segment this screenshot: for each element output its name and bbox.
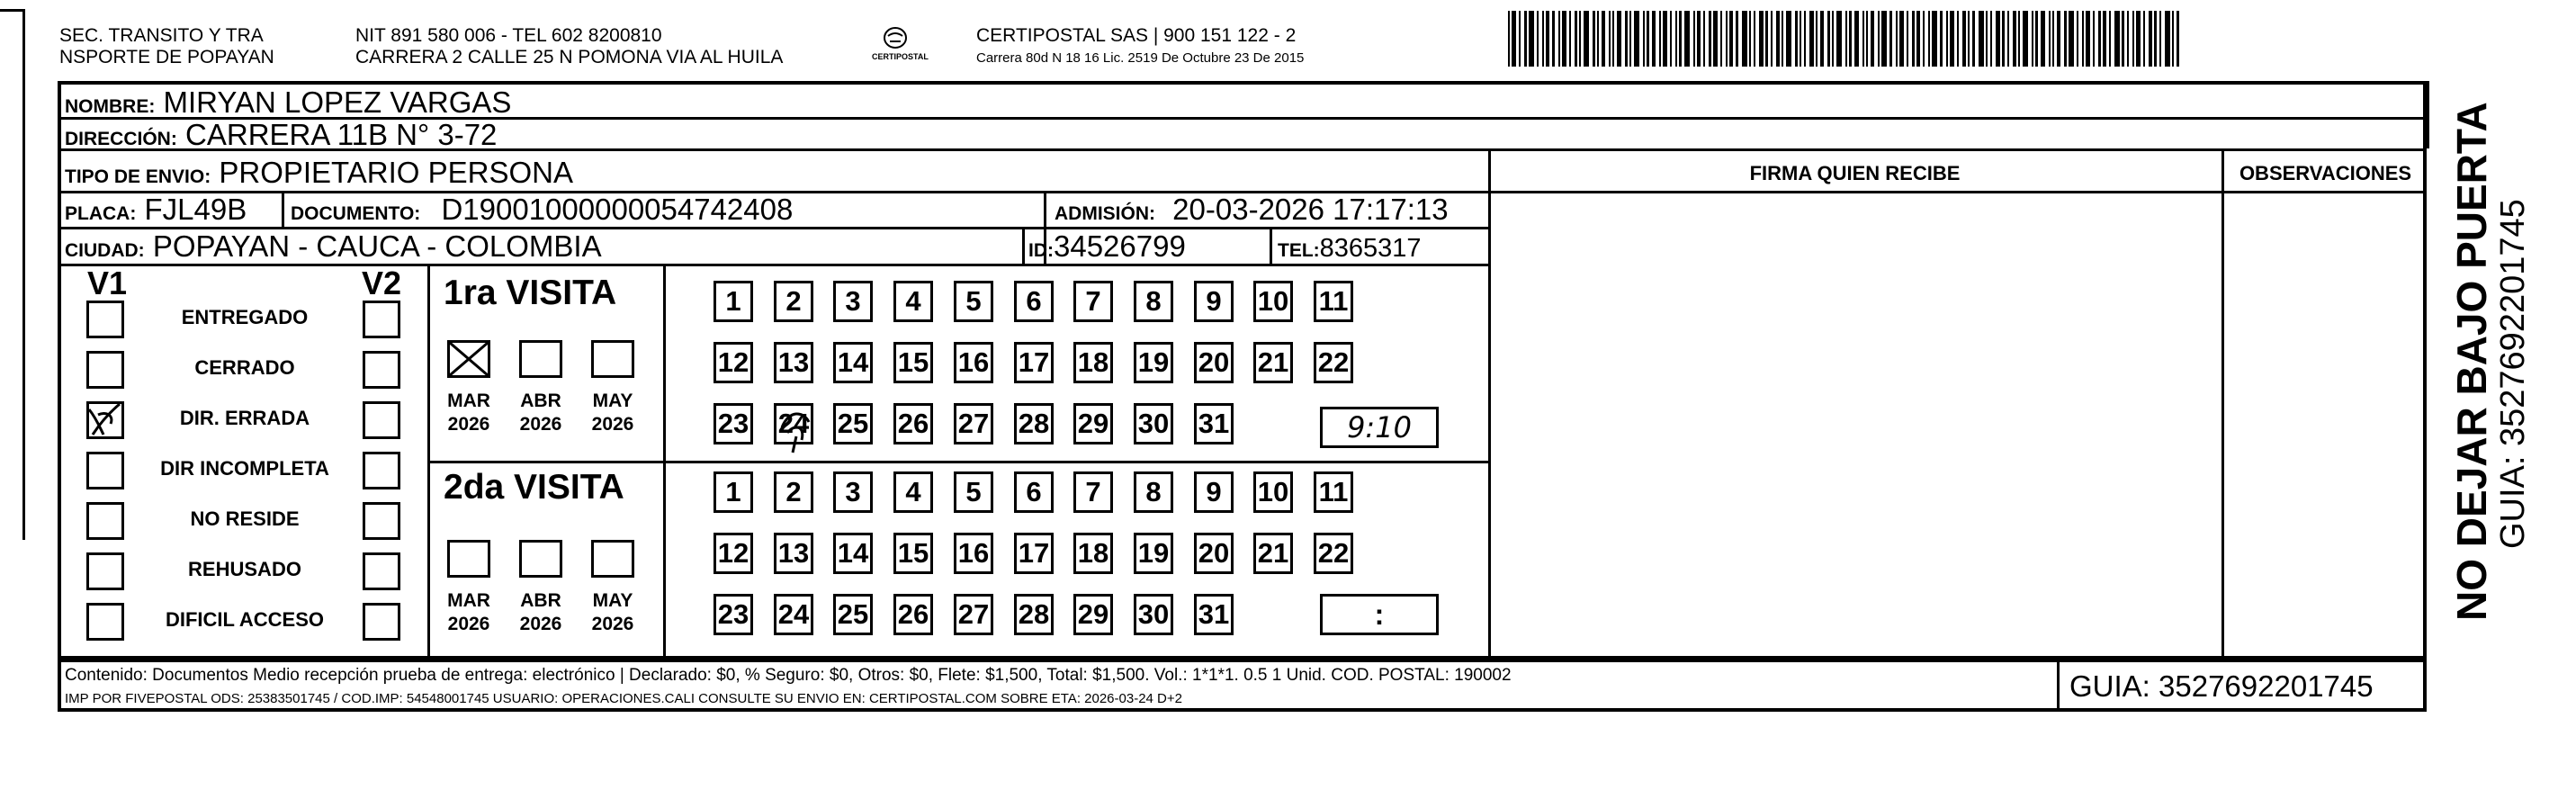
barcode-bar [1634, 11, 1639, 67]
city-value: POPAYAN - CAUCA - COLOMBIA [152, 229, 602, 263]
footer-box [58, 656, 2427, 712]
barcode-bar [1512, 11, 1516, 67]
barcode-bar [1754, 11, 1755, 67]
day-box: 28 [1014, 403, 1054, 444]
day-box: 1 [714, 281, 753, 322]
month-label: MAR [447, 391, 490, 411]
sender-line-2: NSPORTE DE POPAYAN [59, 47, 274, 67]
day-box: 20 [1194, 533, 1234, 574]
day-box: 10 [1253, 281, 1293, 322]
month-checkbox [591, 340, 634, 378]
barcode-bar [2114, 11, 2120, 67]
v1-checkbox [86, 603, 124, 641]
year-label: 2026 [591, 414, 634, 435]
v2-checkbox [363, 401, 400, 439]
checkmark-icon [84, 397, 127, 440]
year-label: 2026 [447, 414, 490, 435]
barcode-bar [1950, 11, 1954, 67]
v2-checkbox [363, 351, 400, 389]
barcode-bar [1713, 11, 1718, 67]
admission-field [1055, 193, 1449, 230]
barcode-bar [1932, 11, 1937, 67]
barcode-bar [1508, 11, 1510, 67]
barcode-bar [1675, 11, 1677, 67]
v1-checkbox [86, 502, 124, 540]
side-warning: NO DEJAR BAJO PUERTA [2448, 102, 2495, 621]
tel-field [1278, 232, 1422, 267]
year-label: 2026 [519, 414, 562, 435]
v1-checkbox [86, 552, 124, 590]
month-checkbox [519, 540, 562, 578]
month-label: MAY [592, 391, 633, 411]
col-line [2427, 81, 2429, 148]
day-box: 22 [1314, 342, 1353, 383]
barcode-bar [1854, 11, 1859, 67]
v2-label: V2 [362, 265, 402, 301]
day-box: 19 [1134, 533, 1173, 574]
barcode-bar [1836, 11, 1842, 67]
visit2-title: 2da VISITA [444, 468, 624, 507]
barcode-bar [2132, 11, 2134, 67]
barcode-bar [1871, 11, 1874, 67]
col-line [282, 191, 284, 227]
barcode-bar [1709, 11, 1711, 67]
barcode-bar [2082, 11, 2084, 67]
day-box: 20 [1194, 342, 1234, 383]
day-box: 21 [1253, 342, 1293, 383]
barcode-bar [2143, 11, 2145, 67]
v1-checkbox [86, 452, 124, 489]
barcode-bar [1771, 11, 1773, 67]
barcode-bar [1979, 11, 1984, 67]
day-box: 6 [1014, 471, 1054, 513]
day-box: 30 [1134, 403, 1173, 444]
month-label: ABR [520, 590, 561, 611]
day-box: 19 [1134, 342, 1173, 383]
col-line [1488, 148, 1491, 658]
day-box: 2 [774, 281, 813, 322]
day-box: 15 [893, 342, 933, 383]
barcode-bar [1720, 11, 1722, 67]
barcode-bar [1759, 11, 1764, 67]
barcode-bar [1986, 11, 1988, 67]
barcode-bar [1558, 11, 1560, 67]
address-label: DIRECCIÓN: [65, 129, 177, 149]
barcode-bar [1663, 11, 1667, 67]
day-box: 3 [833, 281, 873, 322]
barcode-bar [1940, 11, 1943, 67]
barcode-bar [1899, 11, 1904, 67]
barcode-bar [1519, 11, 1521, 67]
day-box: 1 [714, 471, 753, 513]
day-box: 31 [1194, 403, 1234, 444]
barcode-bar [2064, 11, 2067, 67]
barcode-bar [1524, 11, 1527, 67]
barcode-bar [1612, 11, 1614, 67]
margin-tick [0, 9, 23, 12]
document-label: DOCUMENTO: [291, 203, 421, 224]
day-box: 27 [954, 594, 993, 635]
recipient-address: CARRERA 11B N° 3-72 [185, 118, 498, 151]
barcode-bar [1800, 11, 1801, 67]
document-value: D19001000000054742408 [441, 193, 794, 226]
col-line [427, 264, 430, 657]
day-box: 30 [1134, 594, 1173, 635]
month-label: MAR [447, 590, 490, 611]
v1-checkbox [86, 351, 124, 389]
logo-text: CERTIPOSTAL [872, 52, 929, 61]
barcode-bar [1862, 11, 1864, 67]
barcode-bar [2093, 11, 2095, 67]
barcode-bar [1849, 11, 1852, 67]
row-line [427, 461, 1488, 463]
barcode-bar [2165, 11, 2170, 67]
reason-label: CERRADO [194, 356, 295, 379]
day-box: 17 [1014, 342, 1054, 383]
barcode-bar [2002, 11, 2005, 67]
barcode-bar [1928, 11, 1930, 67]
reason-label: DIFICIL ACCESO [165, 608, 324, 631]
month-label: MAY [592, 590, 633, 611]
barcode-bar [1896, 11, 1898, 67]
day-box: 28 [1014, 594, 1054, 635]
barcode-bar [1609, 11, 1611, 67]
col-line [2221, 148, 2224, 658]
barcode-bar [1776, 11, 1780, 67]
col-line [1270, 227, 1272, 264]
day-box: 14 [833, 342, 873, 383]
barcode-bar [1629, 11, 1631, 67]
day-box: 13 [774, 342, 813, 383]
barcode-bar [1749, 11, 1751, 67]
day-box: 8 [1134, 471, 1173, 513]
barcode-bar [1809, 11, 1814, 67]
sender-block [59, 25, 274, 68]
day-box: 25 [833, 594, 873, 635]
barcode-bar [1684, 11, 1690, 67]
barcode-bar [1652, 11, 1656, 67]
barcode-bar [2013, 11, 2016, 67]
sender-address: CARRERA 2 CALLE 25 N POMONA VIA AL HUILA [355, 47, 784, 67]
barcode-bar [1575, 11, 1577, 67]
day-box: 16 [954, 533, 993, 574]
day-box: 17 [1014, 533, 1054, 574]
reason-label: ENTREGADO [181, 306, 309, 328]
barcode-bar [2057, 11, 2060, 67]
company-line: CERTIPOSTAL SAS | 900 151 122 - 2 [976, 25, 1297, 46]
day-box: 22 [1314, 533, 1353, 574]
margin-line [22, 9, 25, 540]
year-label: 2026 [447, 614, 490, 634]
barcode-bar [2098, 11, 2101, 67]
day-box: 16 [954, 342, 993, 383]
barcode-bar [1562, 11, 1566, 67]
v2-checkbox [363, 452, 400, 489]
day-box: 8 [1134, 281, 1173, 322]
day-box: 14 [833, 533, 873, 574]
barcode-bar [1889, 11, 1892, 67]
barcode-bar [1962, 11, 1966, 67]
month-checkbox [447, 540, 490, 578]
day-box: 25 [833, 403, 873, 444]
barcode-bar [1907, 11, 1908, 67]
day-box: 5 [954, 281, 993, 322]
col-line [663, 264, 666, 657]
barcode-bar [1742, 11, 1747, 67]
barcode-bar [1786, 11, 1791, 67]
v2-checkbox [363, 301, 400, 338]
year-label: 2026 [591, 614, 634, 634]
barcode [1508, 11, 2248, 67]
day-box: 4 [893, 471, 933, 513]
plate-value: FJL49B [144, 193, 247, 226]
day-box: 4 [893, 281, 933, 322]
v1-label: V1 [87, 265, 128, 301]
day-box: 26 [893, 594, 933, 635]
barcode-bar [2032, 11, 2033, 67]
document-field [291, 193, 793, 230]
barcode-bar [2154, 11, 2157, 67]
day-box: 31 [1194, 594, 1234, 635]
barcode-bar [2103, 11, 2106, 67]
footer-guide: GUIA: 3527692201745 [2069, 669, 2374, 703]
day-box: 3 [833, 471, 873, 513]
barcode-bar [2052, 11, 2054, 67]
sender-contact [355, 25, 783, 68]
month-checkbox [591, 540, 634, 578]
barcode-bar [1845, 11, 1847, 67]
barcode-bar [2049, 11, 2051, 67]
barcode-bar [1881, 11, 1887, 67]
day-box: 18 [1073, 533, 1113, 574]
v1-checkbox [86, 401, 124, 439]
barcode-bar [2018, 11, 2020, 67]
day-box: 26 [893, 403, 933, 444]
barcode-bar [1593, 11, 1595, 67]
barcode-bar [2149, 11, 2152, 67]
observations-header: OBSERVACIONES [2239, 162, 2412, 184]
id-value: 34526799 [1054, 229, 1186, 263]
barcode-bar [1816, 11, 1818, 67]
barcode-bar [1729, 11, 1733, 67]
barcode-bar [2109, 11, 2111, 67]
tel-label: TEL: [1278, 240, 1320, 261]
barcode-bar [2122, 11, 2124, 67]
barcode-bar [1878, 11, 1880, 67]
reason-label: DIR. ERRADA [179, 407, 310, 429]
barcode-bar [1972, 11, 1975, 67]
admission-label: ADMISIÓN: [1055, 203, 1155, 224]
barcode-bar [1957, 11, 1959, 67]
sender-line-1: SEC. TRANSITO Y TRA [59, 25, 264, 46]
barcode-bar [1679, 11, 1682, 67]
barcode-bar [2007, 11, 2009, 67]
month-label: ABR [520, 391, 561, 411]
id-field [1028, 230, 1186, 267]
barcode-bar [1804, 11, 1806, 67]
reason-label: NO RESIDE [190, 507, 300, 530]
month-checkbox [519, 340, 562, 378]
visit1-title: 1ra VISITA [444, 274, 617, 312]
v2-checkbox [363, 552, 400, 590]
barcode-bar [1617, 11, 1621, 67]
day-box: 9 [1194, 471, 1234, 513]
barcode-bar [1703, 11, 1705, 67]
day-box: 23 [714, 403, 753, 444]
day-box: 21 [1253, 533, 1293, 574]
barcode-bar [2069, 11, 2074, 67]
day-box: 11 [1314, 281, 1353, 322]
barcode-bar [1579, 11, 1581, 67]
imp-line: IMP POR FIVEPOSTAL ODS: 25383501745 / COD.IMP: 54548001745 USUARIO: OPERACIONES.CALI CONSULTE SU ENVIO EN: CERTIPOSTAL.COM SOBRE ETA: 2026-03-24 D+2 [65, 691, 1182, 706]
day-box: 5 [954, 471, 993, 513]
barcode-bar [1569, 11, 1571, 67]
barcode-bar [1736, 11, 1738, 67]
v2-checkbox [363, 603, 400, 641]
day-box: 7 [1073, 281, 1113, 322]
barcode-bar [2127, 11, 2129, 67]
type-field [65, 157, 573, 193]
year-label: 2026 [519, 614, 562, 634]
barcode-bar [1912, 11, 1915, 67]
barcode-bar [1537, 11, 1539, 67]
barcode-bar [1542, 11, 1544, 67]
day-box: 10 [1253, 471, 1293, 513]
barcode-bar [1693, 11, 1695, 67]
shipment-type: PROPIETARIO PERSONA [219, 156, 573, 189]
barcode-bar [1782, 11, 1783, 67]
barcode-bar [1602, 11, 1605, 67]
barcode-bar [1546, 11, 1549, 67]
admission-value: 20-03-2026 17:17:13 [1172, 193, 1449, 226]
day-box: 12 [714, 342, 753, 383]
barcode-bar [1795, 11, 1798, 67]
day-box: 9 [1194, 281, 1234, 322]
barcode-bar [2041, 11, 2045, 67]
contents-line: Contenido: Documentos Medio recepción prueba de entrega: electrónico | Declarado: $0, % Seguro: $0, Otros: $0, Flete: $1,500, Total: $1,500. Vol.: 1*1*1. 0.5 1 Unid. COD. POSTAL: 190002 [65, 666, 1512, 685]
month-checkbox [447, 340, 490, 378]
barcode-bar [1765, 11, 1768, 67]
name-label: NOMBRE: [65, 96, 156, 117]
barcode-bar [1529, 11, 1534, 67]
barcode-bar [2172, 11, 2174, 67]
company-address: Carrera 80d N 18 16 Lic. 2519 De Octubre 23 De 2015 [976, 50, 1305, 66]
barcode-bar [1647, 11, 1649, 67]
day-box: 12 [714, 533, 753, 574]
v1-checkbox [86, 301, 124, 338]
barcode-bar [1820, 11, 1824, 67]
visit1-time: 9:10 [1320, 407, 1439, 448]
x-mark-icon [447, 340, 490, 378]
id-label: ID: [1028, 240, 1054, 261]
address-field [65, 119, 497, 156]
reason-label: DIR INCOMPLETA [160, 457, 329, 480]
certipostal-logo [859, 22, 931, 67]
signature-header: FIRMA QUIEN RECIBE [1749, 162, 1961, 184]
barcode-bar [1584, 11, 1589, 67]
day-box: 23 [714, 594, 753, 635]
barcode-bar [1625, 11, 1628, 67]
day-box: 11 [1314, 471, 1353, 513]
type-label: TIPO DE ENVIO: [65, 166, 211, 187]
barcode-bar [1827, 11, 1830, 67]
day-box: 18 [1073, 342, 1113, 383]
barcode-bar [1968, 11, 1970, 67]
recipient-name: MIRYAN LOPEZ VARGAS [163, 85, 512, 119]
barcode-bar [1990, 11, 1992, 67]
reason-label: REHUSADO [188, 558, 301, 580]
barcode-bar [1726, 11, 1728, 67]
barcode-bar [1832, 11, 1834, 67]
barcode-bar [1552, 11, 1555, 67]
barcode-bar [2035, 11, 2038, 67]
day-box: 7 [1073, 471, 1113, 513]
col-line [1022, 227, 1025, 264]
visit2-time: : [1320, 594, 1439, 635]
day-box: 13 [774, 533, 813, 574]
v2-checkbox [363, 502, 400, 540]
day-box: 6 [1014, 281, 1054, 322]
company-block [976, 25, 1304, 67]
barcode-bar [1643, 11, 1645, 67]
barcode-bar [1946, 11, 1948, 67]
barcode-bar [2136, 11, 2141, 67]
barcode-bar [2023, 11, 2028, 67]
barcode-bar [2086, 11, 2090, 67]
barcode-bar [2159, 11, 2161, 67]
day-box: 24 [774, 403, 813, 444]
barcode-bar [1670, 11, 1672, 67]
barcode-bar [1659, 11, 1661, 67]
day-box: 24 [774, 594, 813, 635]
barcode-bar [2077, 11, 2078, 67]
barcode-bar [1866, 11, 1868, 67]
barcode-bar [1597, 11, 1599, 67]
side-guide: GUIA: 3527692201745 [2494, 199, 2532, 549]
barcode-bar [2177, 11, 2179, 67]
tel-value: 8365317 [1319, 234, 1422, 263]
nit-line: NIT 891 580 006 - TEL 602 8200810 [355, 25, 662, 46]
day-box: 29 [1073, 594, 1113, 635]
day-box: 29 [1073, 403, 1113, 444]
city-label: CIUDAD: [65, 240, 145, 261]
plate-field [65, 193, 247, 230]
barcode-bar [1697, 11, 1701, 67]
city-field [65, 230, 602, 267]
day-box: 27 [954, 403, 993, 444]
barcode-bar [1996, 11, 2000, 67]
day-box: 2 [774, 471, 813, 513]
day-box: 15 [893, 533, 933, 574]
barcode-bar [1923, 11, 1925, 67]
barcode-bar [1916, 11, 1920, 67]
plate-label: PLACA: [65, 203, 137, 224]
